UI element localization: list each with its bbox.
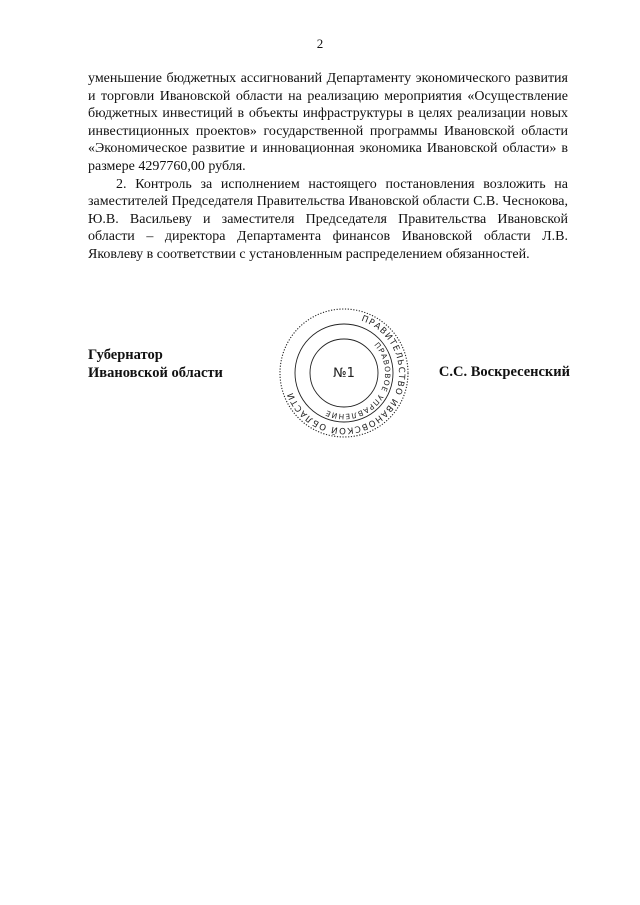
document-body: [88, 70, 568, 264]
signatory-title-line2: Ивановской области: [88, 365, 223, 381]
signatory-name: С.С. Воскресенский: [438, 364, 570, 380]
stamp-outer-text: ПРАВИТЕЛЬСТВО ИВАНОВСКОЙ ОБЛАСТИ: [285, 314, 407, 436]
official-stamp: [278, 307, 410, 439]
signatory-title: [88, 346, 223, 382]
paragraph-budget-reduction: уменьшение бюджетных ассигнований Департаменту экономического развития и торговли Ивановской области на реализацию мероприятия «Осуществление бюджетных инвестиций в объекты инфраструктуры в целях реализации новых инвестиционных проектов» государственной программы Ивановской области «Экономическое развитие и инновационная экономика Ивановской области» в размере 4297760,00 рубля.: [88, 71, 568, 174]
page-number: 2: [316, 36, 324, 51]
stamp-inner-text: ПРАВОВОЕ УПРАВЛЕНИЕ: [323, 340, 393, 422]
stamp-number: №1: [333, 366, 355, 381]
paragraph-control: 2. Контроль за исполнением настоящего постановления возложить на заместителей Председателя Правительства Ивановской области С.В. Чеснокова, Ю.В. Васильеву и заместителя Председателя Правительства Ивановской области – директора Департамента финансов Ивановской области Л.В. Яковлеву в соответствии с установленным распределением обязанностей.: [88, 176, 568, 262]
signatory-title-line1: Губернатор: [88, 347, 163, 363]
